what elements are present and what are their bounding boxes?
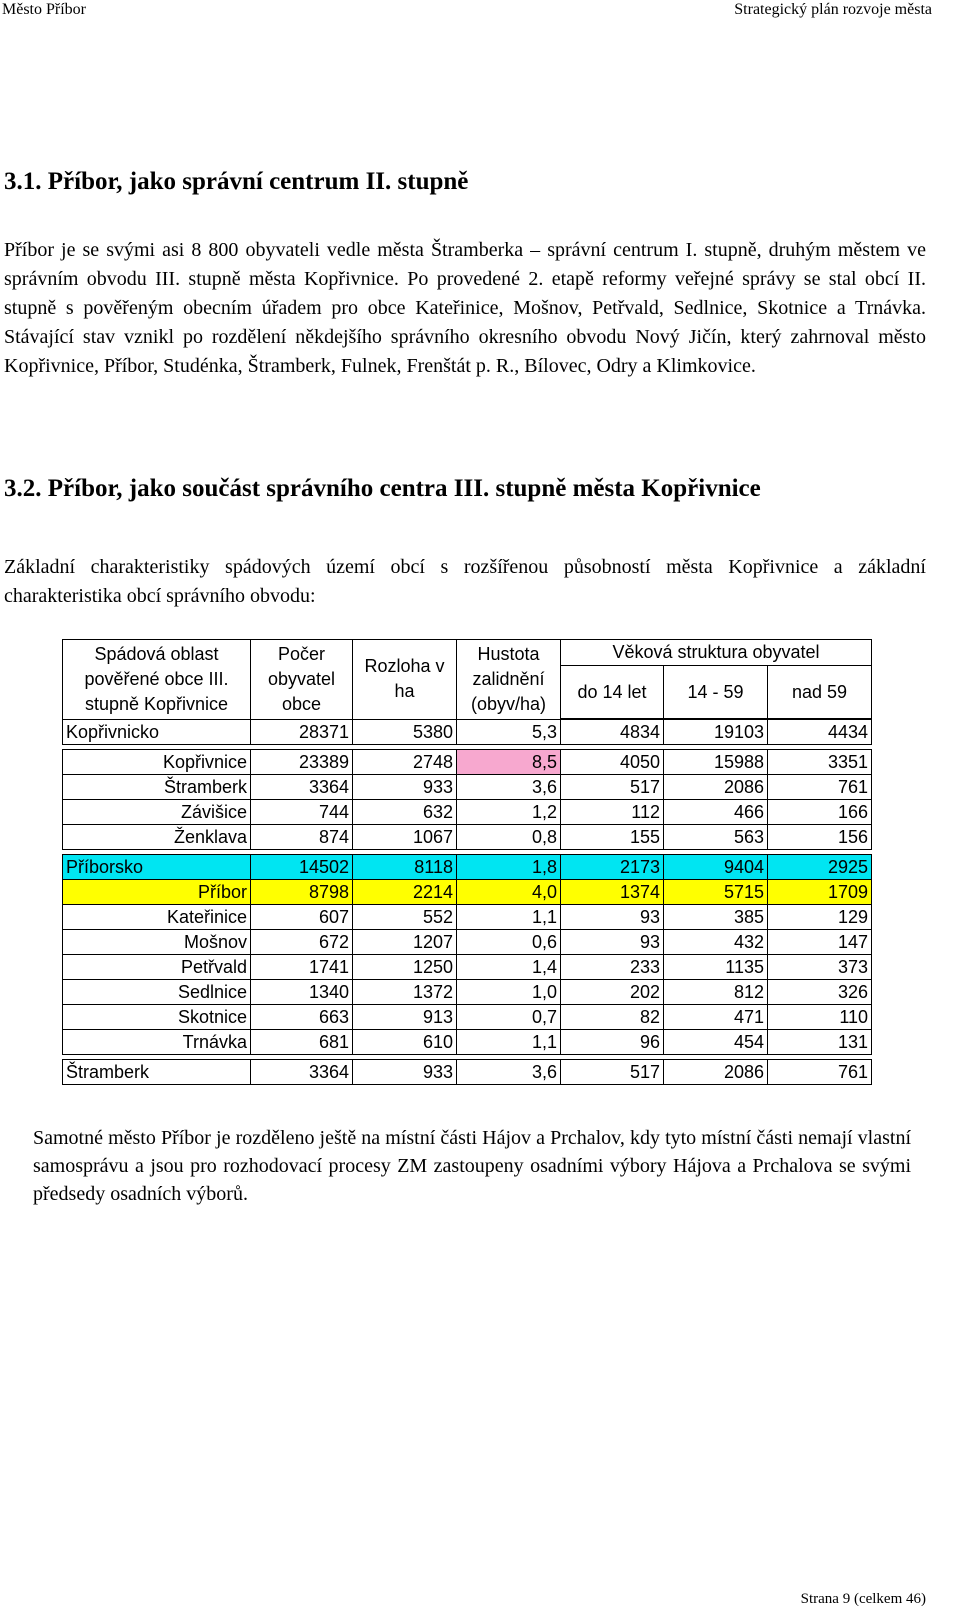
density-cell: 4,0: [457, 880, 561, 905]
row-name: Kopřivnice: [63, 750, 251, 775]
area-cell: 610: [353, 1030, 457, 1055]
age-59-cell: 156: [768, 825, 872, 850]
row-name: Petřvald: [63, 955, 251, 980]
age-14-59-cell: 563: [664, 825, 768, 850]
table-row: [63, 1030, 872, 1055]
population-cell: 3364: [251, 1060, 353, 1085]
table-row: [63, 955, 872, 980]
age-14-59-cell: 15988: [664, 750, 768, 775]
age-59-cell: 2925: [768, 855, 872, 880]
age-59-cell: 147: [768, 930, 872, 955]
density-cell: 1,4: [457, 955, 561, 980]
header-age-59: nad 59: [768, 666, 872, 720]
area-cell: 933: [353, 775, 457, 800]
row-name: Příborsko: [63, 855, 251, 880]
density-cell: 8,5: [457, 750, 561, 775]
header-document-title: Strategický plán rozvoje města: [734, 1, 932, 18]
age-14-59-cell: 2086: [664, 1060, 768, 1085]
density-cell: 0,8: [457, 825, 561, 850]
row-name: Kateřinice: [63, 905, 251, 930]
area-cell: 5380: [353, 719, 457, 745]
age-14-59-cell: 9404: [664, 855, 768, 880]
density-cell: 1,0: [457, 980, 561, 1005]
population-cell: 28371: [251, 719, 353, 745]
age-59-cell: 131: [768, 1030, 872, 1055]
age-14-59-cell: 471: [664, 1005, 768, 1030]
age-0-14-cell: 96: [561, 1030, 664, 1055]
header-population: Počer obyvatel obce: [251, 640, 353, 720]
area-cell: 2748: [353, 750, 457, 775]
section-3-2-heading: 3.2. Příbor, jako součást správního centra III. stupně města Kopřivnice: [4, 475, 761, 502]
age-0-14-cell: 93: [561, 905, 664, 930]
age-14-59-cell: 454: [664, 1030, 768, 1055]
population-cell: 14502: [251, 855, 353, 880]
area-cell: 1250: [353, 955, 457, 980]
administrative-district-table: [62, 639, 872, 1085]
row-name: Ženklava: [63, 825, 251, 850]
age-59-cell: 1709: [768, 880, 872, 905]
area-cell: 1207: [353, 930, 457, 955]
closing-paragraph: Samotné město Příbor je rozděleno ještě na místní části Hájov a Prchalov, kdy tyto místní části nemají vlastní samosprávu a jsou pro rozhodovací procesy ZM zastoupeny osadními výbory Hájova a Prchalova se svými předsedy osadních výborů.: [33, 1127, 911, 1205]
age-14-59-cell: 432: [664, 930, 768, 955]
area-cell: 632: [353, 800, 457, 825]
area-cell: 913: [353, 1005, 457, 1030]
population-cell: 3364: [251, 775, 353, 800]
age-59-cell: 761: [768, 1060, 872, 1085]
age-14-59-cell: 466: [664, 800, 768, 825]
population-cell: 23389: [251, 750, 353, 775]
age-59-cell: 761: [768, 775, 872, 800]
table-row: [63, 905, 872, 930]
age-0-14-cell: 112: [561, 800, 664, 825]
section-3-2-text: Základní charakteristiky spádových území obcí s rozšířenou působností města Kopřivnice a základní charakteristika obcí správního obvodu:: [4, 556, 926, 607]
age-0-14-cell: 4834: [561, 719, 664, 745]
age-0-14-cell: 82: [561, 1005, 664, 1030]
density-cell: 3,6: [457, 775, 561, 800]
age-0-14-cell: 517: [561, 1060, 664, 1085]
age-59-cell: 110: [768, 1005, 872, 1030]
density-cell: 5,3: [457, 719, 561, 745]
row-name: Závišice: [63, 800, 251, 825]
age-0-14-cell: 4050: [561, 750, 664, 775]
row-name: Štramberk: [63, 775, 251, 800]
population-cell: 1340: [251, 980, 353, 1005]
age-0-14-cell: 2173: [561, 855, 664, 880]
table-row: [63, 719, 872, 745]
population-cell: 672: [251, 930, 353, 955]
table-row: [63, 1005, 872, 1030]
table-row: [63, 880, 872, 905]
age-59-cell: 326: [768, 980, 872, 1005]
area-cell: 1372: [353, 980, 457, 1005]
age-59-cell: 129: [768, 905, 872, 930]
population-cell: 874: [251, 825, 353, 850]
area-cell: 2214: [353, 880, 457, 905]
table-row: [63, 800, 872, 825]
area-cell: 8118: [353, 855, 457, 880]
density-cell: 0,6: [457, 930, 561, 955]
area-cell: 933: [353, 1060, 457, 1085]
age-0-14-cell: 202: [561, 980, 664, 1005]
row-name: Příbor: [63, 880, 251, 905]
age-14-59-cell: 812: [664, 980, 768, 1005]
row-name: Trnávka: [63, 1030, 251, 1055]
age-59-cell: 373: [768, 955, 872, 980]
header-area: Spádová oblast pověřené obce III. stupně Kopřivnice: [63, 640, 251, 720]
population-cell: 744: [251, 800, 353, 825]
density-cell: 1,2: [457, 800, 561, 825]
table-row: [63, 930, 872, 955]
table-row: [63, 775, 872, 800]
row-name: Mošnov: [63, 930, 251, 955]
header-extent: Rozloha v ha: [353, 640, 457, 720]
table-row: [63, 750, 872, 775]
header-age-structure: Věková struktura obyvatel: [561, 640, 872, 666]
section-3-1-text: Příbor je se svými asi 8 800 obyvateli vedle města Štramberka – správní centrum I. stupně, druhým městem ve správním obvodu III. stupně města Kopřivnice. Po provedené 2. etapě reformy veřejné správy se stal obcí II. stupně s pověřeným obecním úřadem pro obce Kateřinice, Mošnov, Petřvald, Sedlnice, Skotnice a Trnávka. Stávající stav vznikl po rozdělení někdejšího správního okresního obvodu Nový Jičín, který zahrnoval město Kopřivnice, Příbor, Studénka, Štramberk, Fulnek, Frenštát p. R., Bílovec, Odry a Klimkovice.: [4, 239, 926, 377]
page-number: Strana 9 (celkem 46): [800, 1591, 926, 1607]
area-cell: 552: [353, 905, 457, 930]
population-cell: 607: [251, 905, 353, 930]
age-59-cell: 3351: [768, 750, 872, 775]
age-0-14-cell: 1374: [561, 880, 664, 905]
header-density: Hustota zalidnění (obyv/ha): [457, 640, 561, 720]
age-14-59-cell: 1135: [664, 955, 768, 980]
density-cell: 1,8: [457, 855, 561, 880]
area-cell: 1067: [353, 825, 457, 850]
row-name: Štramberk: [63, 1060, 251, 1085]
header-age-0-14: do 14 let: [561, 666, 664, 720]
age-14-59-cell: 5715: [664, 880, 768, 905]
table-row: [63, 855, 872, 880]
density-cell: 1,1: [457, 1030, 561, 1055]
population-cell: 663: [251, 1005, 353, 1030]
age-0-14-cell: 233: [561, 955, 664, 980]
age-0-14-cell: 93: [561, 930, 664, 955]
age-0-14-cell: 155: [561, 825, 664, 850]
population-cell: 8798: [251, 880, 353, 905]
population-cell: 681: [251, 1030, 353, 1055]
age-0-14-cell: 517: [561, 775, 664, 800]
age-14-59-cell: 2086: [664, 775, 768, 800]
table-row: [63, 1060, 872, 1085]
header-age-14-59: 14 - 59: [664, 666, 768, 720]
section-3-1-heading: 3.1. Příbor, jako správní centrum II. stupně: [4, 168, 469, 195]
header-city: Město Příbor: [2, 1, 86, 18]
row-name: Kopřivnicko: [63, 719, 251, 745]
density-cell: 0,7: [457, 1005, 561, 1030]
row-name: Sedlnice: [63, 980, 251, 1005]
population-cell: 1741: [251, 955, 353, 980]
density-cell: 1,1: [457, 905, 561, 930]
age-14-59-cell: 19103: [664, 719, 768, 745]
age-59-cell: 4434: [768, 719, 872, 745]
density-cell: 3,6: [457, 1060, 561, 1085]
table-row: [63, 980, 872, 1005]
table-row: [63, 825, 872, 850]
row-name: Skotnice: [63, 1005, 251, 1030]
age-59-cell: 166: [768, 800, 872, 825]
age-14-59-cell: 385: [664, 905, 768, 930]
